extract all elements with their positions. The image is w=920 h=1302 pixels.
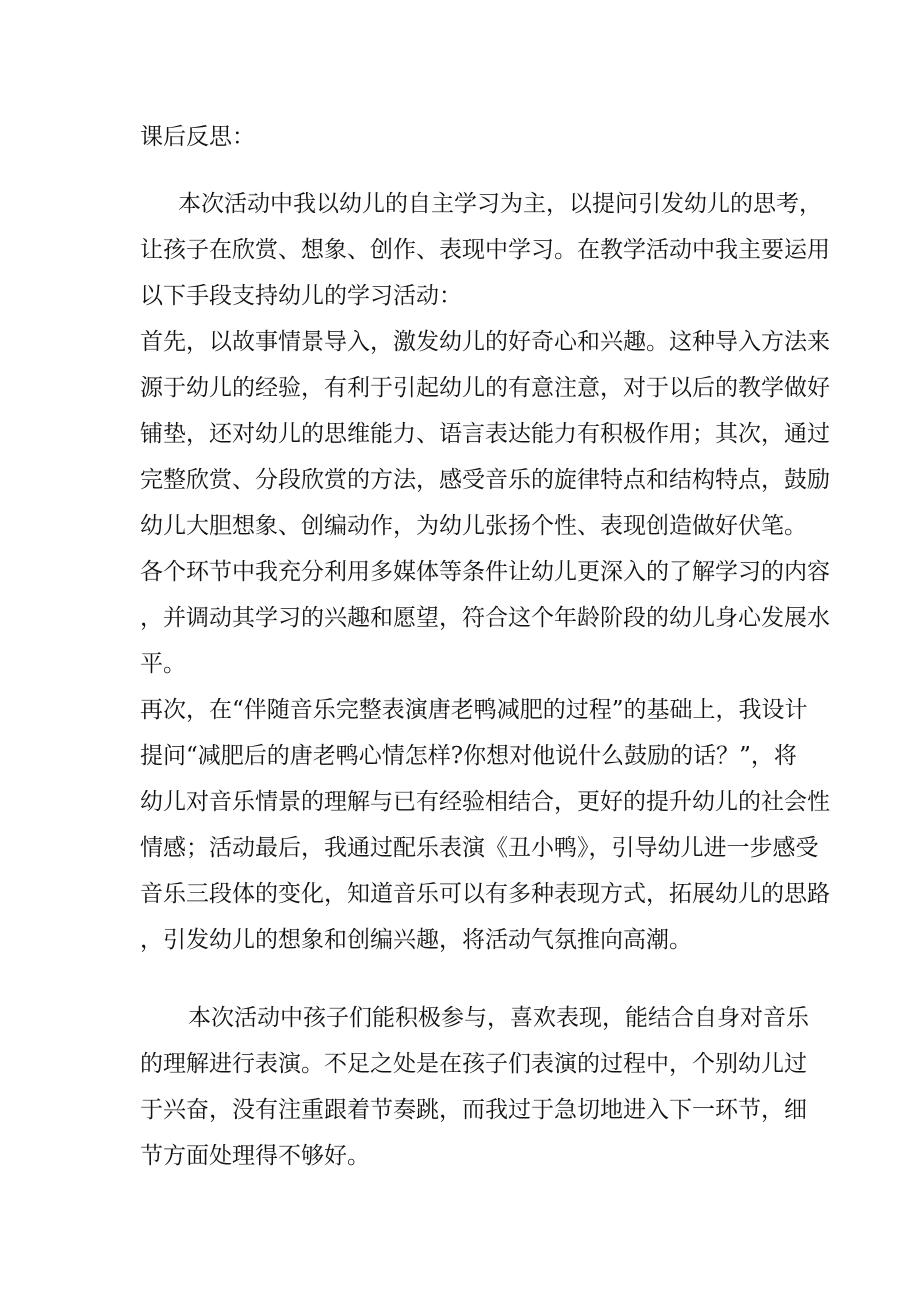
paragraph-line: 首先，以故事情景导入，激发幼儿的好奇心和兴趣。这种导入方法来	[140, 329, 830, 355]
paragraph-line: 本次活动中我以幼儿的自主学习为主，以提问引发幼儿的思考，	[178, 191, 822, 217]
paragraph-line: 源于幼儿的经验，有利于引起幼儿的有意注意，对于以后的教学做好	[140, 375, 830, 401]
paragraph-line: 本次活动中孩子们能积极参与，喜欢表现，能结合自身对音乐	[188, 1005, 809, 1031]
paragraph-line: 幼儿大胆想象、创编动作，为幼儿张扬个性、表现创造做好伏笔。	[140, 513, 807, 539]
document-heading: 课后反思：	[140, 124, 255, 150]
paragraph-line: 再次，在“伴随音乐完整表演唐老鸭减肥的过程”的基础上，我设计	[140, 697, 808, 723]
paragraph-line: 完整欣赏、分段欣赏的方法，感受音乐的旋律特点和结构特点，鼓励	[140, 467, 830, 493]
paragraph-line: 各个环节中我充分利用多媒体等条件让幼儿更深入的了解学习的内容	[140, 559, 830, 585]
paragraph-line: ，并调动其学习的兴趣和愿望，符合这个年龄阶段的幼儿身心发展水	[140, 605, 830, 631]
paragraph-line: 的理解进行表演。不足之处是在孩子们表演的过程中，个别幼儿过	[140, 1051, 807, 1077]
paragraph-line: 情感；活动最后，我通过配乐表演《丑小鸭》，引导幼儿进一步感受	[140, 835, 819, 861]
paragraph-line: 平。	[140, 651, 186, 677]
paragraph-line: 提问“减肥后的唐老鸭心情怎样?你想对他说什么鼓励的话？”，将	[140, 743, 797, 769]
paragraph-line: 幼儿对音乐情景的理解与已有经验相结合，更好的提升幼儿的社会性	[140, 789, 830, 815]
paragraph-line: 于兴奋，没有注重跟着节奏跳，而我过于急切地进入下一环节，细	[140, 1097, 807, 1123]
paragraph-line: 音乐三段体的变化，知道音乐可以有多种表现方式，拓展幼儿的思路	[140, 881, 830, 907]
paragraph-line: 铺垫，还对幼儿的思维能力、语言表达能力有积极作用；其次，通过	[140, 421, 830, 447]
paragraph-line: 以下手段支持幼儿的学习活动：	[140, 283, 462, 309]
paragraph-line: 让孩子在欣赏、想象、创作、表现中学习。在教学活动中我主要运用	[140, 237, 830, 263]
paragraph-line: ，引发幼儿的想象和创编兴趣，将活动气氛推向高潮。	[140, 927, 692, 953]
paragraph-line: 节方面处理得不够好。	[140, 1143, 370, 1169]
